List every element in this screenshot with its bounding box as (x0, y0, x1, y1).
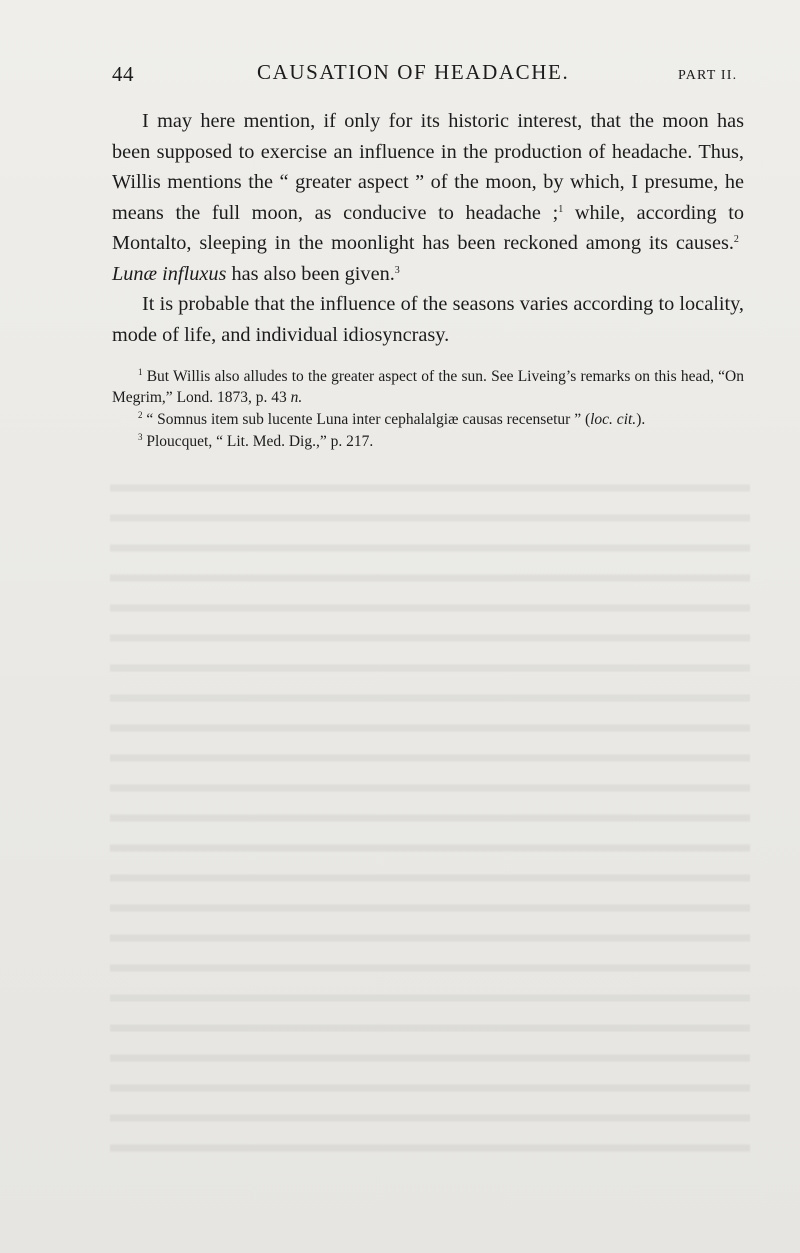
paragraph-text: I may here mention, if only for its historic interest, that the moon has been supposed to exercise an influence in the production of headache. Thus, Willis mentions the “ greater aspect ” of the moon, by which, I presume, he means the full moon, as conducive to headache ; (112, 110, 744, 224)
footnote-3 (112, 431, 744, 452)
footnote-1 (112, 366, 744, 408)
footnote-italic: loc. cit. (590, 411, 637, 428)
page-header (112, 60, 762, 94)
footnote-text: Ploucquet, “ Lit. Med. Dig.,” p. 217. (146, 433, 374, 450)
footnote-ref: 2 (733, 234, 739, 245)
running-title: CAUSATION OF HEADACHE. (257, 60, 570, 84)
page-number: 44 (112, 62, 134, 86)
body-text (112, 106, 744, 350)
paragraph-text: while, according to Montalto, sleeping in the moonlight has been reckoned among its causes. (112, 201, 744, 254)
footnote-ref: 1 (558, 203, 564, 215)
footnote-text: But Willis also alludes to the greater aspect of the sun. See Liveing’s remarks on this head, “On Megrim,” Lond. 1873, p. 43 (112, 368, 745, 406)
part-label: PART II. (678, 68, 738, 83)
paragraph-moon-influence (112, 106, 744, 289)
latin-phrase: Lunæ influxus (112, 262, 227, 285)
footnote-marker: 2 (138, 410, 143, 420)
footnote-text-end: ). (636, 411, 646, 428)
footnote-2 (112, 409, 744, 430)
paragraph-text: has also been given. (226, 262, 395, 285)
footnote-italic: n. (290, 389, 303, 406)
reverse-side-show-through (110, 470, 750, 1170)
footnote-marker: 1 (138, 367, 143, 377)
footnotes (112, 366, 744, 453)
footnote-marker: 3 (138, 432, 143, 442)
paragraph-seasons: It is probable that the influence of the seasons varies according to locality, mode of life, and individual idiosyncrasy. (112, 293, 744, 346)
footnote-ref: 3 (394, 264, 400, 276)
footnote-text: “ Somnus item sub lucente Luna inter cephalalgiæ causas recensetur ” ( (146, 411, 591, 428)
